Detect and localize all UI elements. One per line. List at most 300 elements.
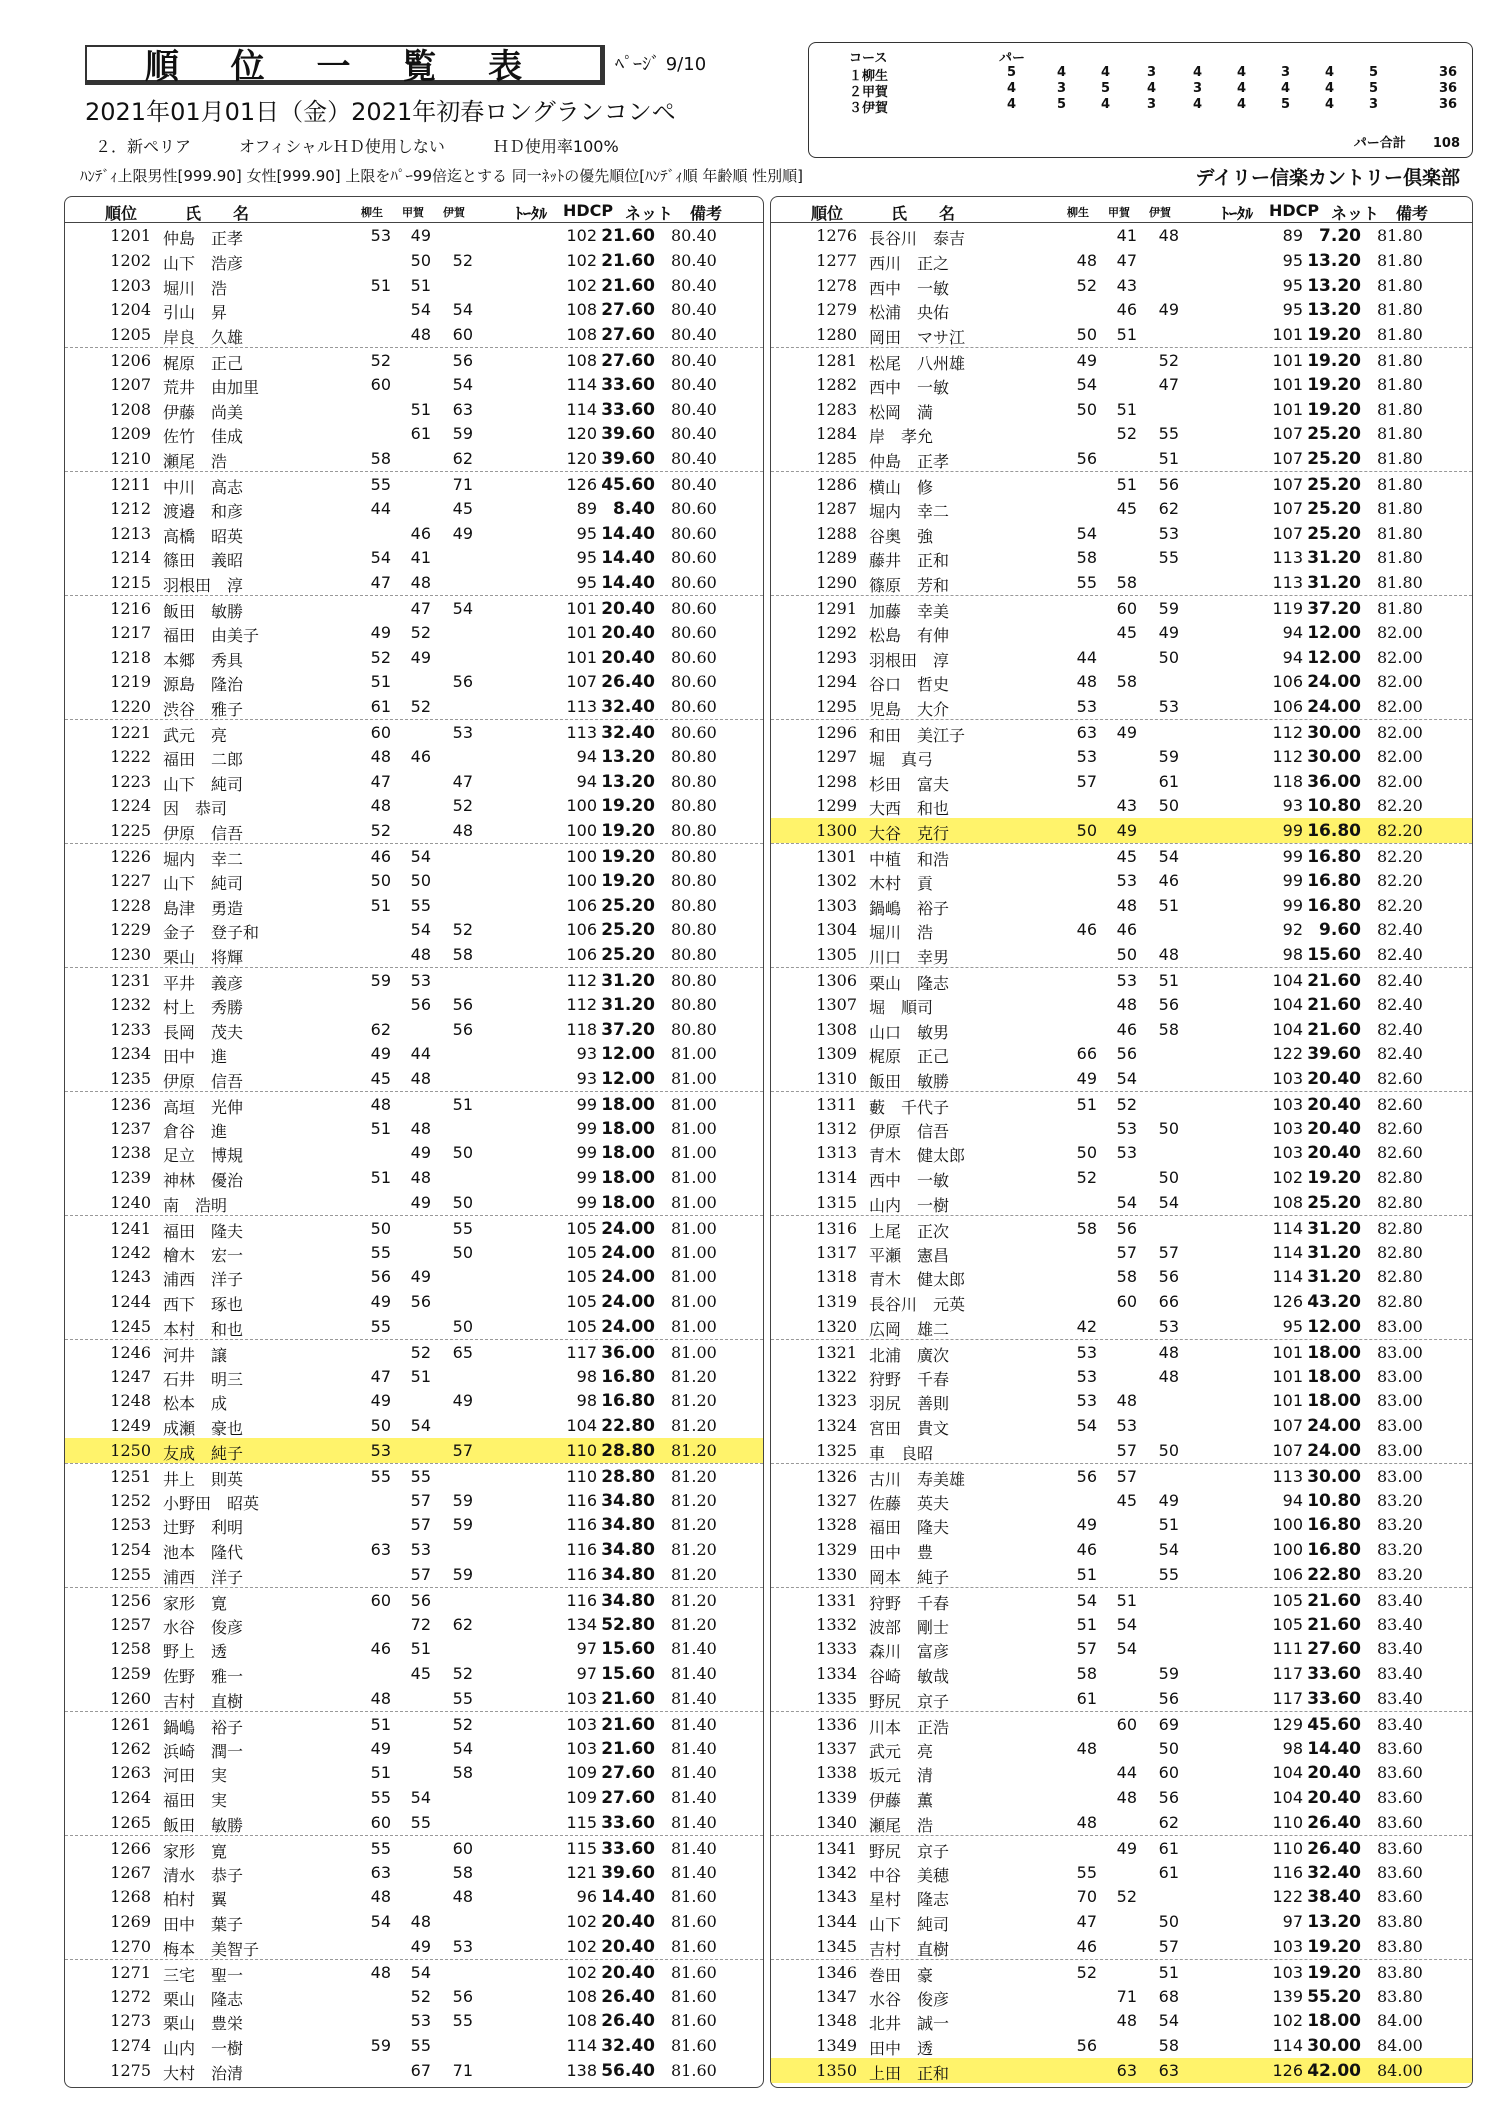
net-cell: 81.40 <box>671 1714 717 1734</box>
net-cell: 83.00 <box>1377 1466 1423 1486</box>
total-cell: 103 <box>1272 1143 1303 1163</box>
hdcp-cell: 16.80 <box>1307 821 1361 842</box>
score-course1: 52 <box>370 647 391 667</box>
total-cell: 114 <box>1272 1242 1303 1262</box>
score-course2: 45 <box>1116 1490 1137 1510</box>
col-course2: 甲賀 <box>1108 206 1130 219</box>
total-cell: 108 <box>566 2011 597 2031</box>
score-course1: 47 <box>1076 1912 1097 1932</box>
score-course2: 50 <box>1116 945 1137 965</box>
hdcp-cell: 19.20 <box>1307 374 1361 395</box>
name-cell: 北井 誠一 <box>869 2014 950 2034</box>
total-cell: 98 <box>1282 945 1303 965</box>
score-course1: 53 <box>370 1441 391 1461</box>
hdcp-cell: 21.60 <box>1307 1590 1361 1611</box>
hole-par: 4 <box>1325 81 1335 96</box>
hdcp-cell: 13.20 <box>601 746 655 767</box>
hdcp-cell: 28.80 <box>601 1441 655 1462</box>
score-course1: 53 <box>1076 1391 1097 1411</box>
hdcp-cell: 19.20 <box>1307 399 1361 420</box>
net-cell: 81.00 <box>671 1143 717 1163</box>
table-row <box>771 1388 1472 1413</box>
total-cell: 93 <box>576 1044 597 1064</box>
total-cell: 99 <box>1282 846 1303 866</box>
score-course2: 58 <box>1116 573 1137 593</box>
score-course2: 57 <box>410 1490 431 1510</box>
hdcp-cell: 21.60 <box>1307 1019 1361 1040</box>
rank-cell: 1239 <box>110 1168 151 1188</box>
name-cell: 神林 優治 <box>163 1171 244 1191</box>
table-row <box>65 1264 763 1289</box>
net-cell: 82.80 <box>1377 1267 1423 1287</box>
rank-cell: 1222 <box>110 746 151 766</box>
total-cell: 113 <box>1272 548 1303 568</box>
net-cell: 80.80 <box>671 821 717 841</box>
score-course3: 49 <box>1158 1490 1179 1510</box>
rank-cell: 1325 <box>816 1441 857 1461</box>
table-row <box>771 1339 1472 1364</box>
table-row <box>771 1760 1472 1785</box>
score-course2: 52 <box>1116 424 1137 444</box>
score-course2: 56 <box>410 1590 431 1610</box>
table-row <box>65 843 763 868</box>
table-row <box>65 273 763 298</box>
net-cell: 82.60 <box>1377 1094 1423 1114</box>
net-cell: 81.80 <box>1377 325 1423 345</box>
total-cell: 107 <box>1272 523 1303 543</box>
rank-cell: 1235 <box>110 1069 151 1089</box>
total-cell: 100 <box>566 821 597 841</box>
hdcp-cell: 20.40 <box>601 1936 655 1957</box>
total-cell: 94 <box>576 746 597 766</box>
table-row <box>771 372 1472 397</box>
table-row <box>65 967 763 992</box>
table-row <box>65 1463 763 1488</box>
table-row <box>771 1364 1472 1389</box>
net-cell: 81.80 <box>1377 573 1423 593</box>
net-cell: 80.40 <box>671 474 717 494</box>
total-cell: 122 <box>1272 1044 1303 1064</box>
total-cell: 101 <box>1272 1342 1303 1362</box>
score-course1: 47 <box>370 1366 391 1386</box>
table-row <box>65 942 763 967</box>
score-course3: 55 <box>1158 1565 1179 1585</box>
hdcp-cell: 21.60 <box>601 1738 655 1759</box>
hdcp-cell: 34.80 <box>601 1590 655 1611</box>
net-cell: 83.20 <box>1377 1490 1423 1510</box>
rank-cell: 1236 <box>110 1094 151 1114</box>
score-course2: 56 <box>1116 1218 1137 1238</box>
score-course1: 58 <box>1076 548 1097 568</box>
total-cell: 96 <box>576 1887 597 1907</box>
hdcp-cell: 13.20 <box>601 771 655 792</box>
rank-cell: 1289 <box>816 548 857 568</box>
score-course3: 54 <box>1158 2011 1179 2031</box>
name-cell: 川口 幸男 <box>869 948 950 968</box>
name-cell: 田中 豊 <box>869 1543 934 1563</box>
score-course1: 57 <box>1076 771 1097 791</box>
name-cell: 栗山 豊栄 <box>163 2014 244 2034</box>
name-cell: 谷奥 強 <box>869 526 934 546</box>
rank-cell: 1319 <box>816 1292 857 1312</box>
score-course3: 52 <box>452 1664 473 1684</box>
score-course3: 51 <box>1158 449 1179 469</box>
score-course2: 52 <box>1116 1094 1137 1114</box>
rank-cell: 1226 <box>110 846 151 866</box>
table-row <box>771 521 1472 546</box>
name-cell: 巻田 豪 <box>869 1965 934 1985</box>
score-course2: 53 <box>1116 870 1137 890</box>
event-title: 2021年01月01日（金）2021年初春ロングランコンペ <box>85 98 676 126</box>
rank-cell: 1317 <box>816 1242 857 1262</box>
hdcp-cell: 18.00 <box>1307 1391 1361 1412</box>
table-row <box>65 1636 763 1661</box>
score-course2: 57 <box>410 1565 431 1585</box>
total-cell: 129 <box>1272 1714 1303 1734</box>
score-course3: 55 <box>452 2011 473 2031</box>
total-cell: 104 <box>566 1416 597 1436</box>
hdcp-cell: 20.40 <box>601 1962 655 1983</box>
total-cell: 113 <box>566 697 597 717</box>
hdcp-cell: 25.20 <box>1307 449 1361 470</box>
rank-cell: 1308 <box>816 1019 857 1039</box>
table-row <box>65 917 763 942</box>
name-cell: 鍋嶋 裕子 <box>163 1717 244 1737</box>
hole-par: 4 <box>1101 65 1111 80</box>
table-row <box>771 1289 1472 1314</box>
net-cell: 80.40 <box>671 374 717 394</box>
rank-cell: 1219 <box>110 672 151 692</box>
name-cell: 野尻 京子 <box>869 1841 950 1861</box>
score-course1: 51 <box>370 275 391 295</box>
hdcp-cell: 19.20 <box>601 796 655 817</box>
net-cell: 81.40 <box>671 1788 717 1808</box>
score-course1: 49 <box>370 1738 391 1758</box>
name-cell: 堀 真弓 <box>869 749 934 769</box>
rank-cell: 1347 <box>816 1986 857 2006</box>
table-row <box>65 1413 763 1438</box>
score-course3: 53 <box>452 722 473 742</box>
name-cell: 上田 正和 <box>869 2063 950 2083</box>
name-cell: 車 良昭 <box>869 1444 934 1464</box>
table-row <box>771 645 1472 670</box>
hdcp-cell: 12.00 <box>1307 1317 1361 1338</box>
table-row <box>771 1835 1472 1860</box>
hdcp-cell: 19.20 <box>1307 1168 1361 1189</box>
name-cell: 武元 亮 <box>163 725 228 745</box>
score-course1: 46 <box>1076 920 1097 940</box>
hdcp-cell: 27.60 <box>601 325 655 346</box>
name-cell: 荒井 由加里 <box>163 377 260 397</box>
name-cell: 栗山 隆志 <box>869 973 950 993</box>
total-cell: 114 <box>566 374 597 394</box>
name-cell: 福田 実 <box>163 1791 228 1811</box>
hdcp-cell: 16.80 <box>1307 870 1361 891</box>
rank-cell: 1243 <box>110 1267 151 1287</box>
hdcp-cell: 31.20 <box>601 994 655 1015</box>
net-cell: 80.60 <box>671 722 717 742</box>
score-course1: 52 <box>370 821 391 841</box>
hdcp-cell: 13.20 <box>1307 250 1361 271</box>
table-row <box>65 521 763 546</box>
total-cell: 121 <box>566 1862 597 1882</box>
hdcp-cell: 43.20 <box>1307 1292 1361 1313</box>
table-row <box>771 1116 1472 1141</box>
name-cell: 池本 隆代 <box>163 1543 244 1563</box>
score-course3: 54 <box>1158 846 1179 866</box>
score-course1: 54 <box>1076 1416 1097 1436</box>
score-course3: 57 <box>1158 1936 1179 1956</box>
table-row <box>65 992 763 1017</box>
total-cell: 100 <box>1272 1515 1303 1535</box>
hdcp-cell: 12.00 <box>1307 647 1361 668</box>
score-course2: 52 <box>1116 1887 1137 1907</box>
name-cell: 吉村 直樹 <box>163 1692 244 1712</box>
total-cell: 115 <box>566 1838 597 1858</box>
total-cell: 97 <box>576 1664 597 1684</box>
table-row <box>771 1438 1472 1463</box>
table-row <box>65 322 763 347</box>
net-cell: 81.20 <box>671 1590 717 1610</box>
col-course3: 伊賀 <box>1149 206 1171 219</box>
hdcp-cell: 38.40 <box>1307 1887 1361 1908</box>
total-cell: 108 <box>566 350 597 370</box>
rank-cell: 1314 <box>816 1168 857 1188</box>
total-cell: 108 <box>566 325 597 345</box>
total-cell: 100 <box>1272 1540 1303 1560</box>
net-cell: 82.20 <box>1377 796 1423 816</box>
rank-cell: 1230 <box>110 945 151 965</box>
total-cell: 107 <box>1272 474 1303 494</box>
table-row <box>65 1240 763 1265</box>
name-cell: 谷崎 敏哉 <box>869 1667 950 1687</box>
net-cell: 83.60 <box>1377 1763 1423 1783</box>
rank-cell: 1270 <box>110 1936 151 1956</box>
hdcp-cell: 45.60 <box>601 474 655 495</box>
table-row <box>771 496 1472 521</box>
rank-cell: 1253 <box>110 1515 151 1535</box>
total-cell: 101 <box>1272 325 1303 345</box>
net-cell: 83.80 <box>1377 1962 1423 1982</box>
name-cell: 佐野 雅一 <box>163 1667 244 1687</box>
name-cell: 松浦 央佑 <box>869 303 950 323</box>
hole-par: 3 <box>1193 81 1203 96</box>
hdcp-cell: 21.60 <box>1307 994 1361 1015</box>
score-course3: 68 <box>1158 1986 1179 2006</box>
score-course1: 60 <box>370 1813 391 1832</box>
score-course2: 60 <box>1116 1292 1137 1312</box>
total-cell: 94 <box>1282 622 1303 642</box>
score-course1: 60 <box>370 1590 391 1610</box>
name-cell: 福田 由美子 <box>163 625 260 645</box>
name-cell: 篠田 義昭 <box>163 551 244 571</box>
total-cell: 98 <box>576 1366 597 1386</box>
total-cell: 94 <box>576 771 597 791</box>
score-course2: 72 <box>410 1614 431 1634</box>
table-row <box>771 669 1472 694</box>
rank-cell: 1316 <box>816 1218 857 1238</box>
score-course3: 49 <box>452 523 473 543</box>
rank-cell: 1276 <box>816 226 857 245</box>
table-row <box>771 893 1472 918</box>
table-row <box>771 992 1472 1017</box>
table-row <box>65 372 763 397</box>
net-cell: 81.00 <box>671 1044 717 1064</box>
score-course1: 46 <box>370 846 391 866</box>
net-cell: 81.20 <box>671 1540 717 1560</box>
net-cell: 82.40 <box>1377 970 1423 990</box>
score-course3: 59 <box>452 1565 473 1585</box>
rank-cell: 1310 <box>816 1069 857 1089</box>
hdcp-cell: 21.60 <box>601 226 655 246</box>
title-text: 順 位 一 覧 表 <box>144 47 543 87</box>
table-row <box>65 1984 763 2009</box>
net-cell: 81.00 <box>671 1267 717 1287</box>
total-cell: 108 <box>566 1986 597 2006</box>
rank-cell: 1255 <box>110 1565 151 1585</box>
total-cell: 107 <box>1272 498 1303 518</box>
net-cell: 81.60 <box>671 1962 717 1982</box>
name-cell: 杉田 富夫 <box>869 774 950 794</box>
net-cell: 81.80 <box>1377 350 1423 370</box>
hdcp-cell: 24.00 <box>1307 697 1361 718</box>
table-row <box>771 1562 1472 1587</box>
name-cell: 藪 千代子 <box>869 1097 950 1117</box>
table-row <box>65 545 763 570</box>
name-cell: 因 恭司 <box>163 799 228 819</box>
name-cell: 仲島 正孝 <box>869 452 950 472</box>
table-row <box>65 1537 763 1562</box>
score-course1: 63 <box>370 1540 391 1560</box>
col-course1: 柳生 <box>1067 206 1089 219</box>
net-cell: 80.60 <box>671 573 717 593</box>
score-course3: 50 <box>452 1143 473 1163</box>
rank-cell: 1285 <box>816 449 857 469</box>
name-cell: 狩野 千春 <box>869 1369 950 1389</box>
name-cell: 山下 純司 <box>163 774 244 794</box>
rank-cell: 1284 <box>816 424 857 444</box>
table-row <box>771 967 1472 992</box>
rank-cell: 1250 <box>110 1441 151 1461</box>
total-cell: 112 <box>1272 722 1303 742</box>
table-row <box>65 1959 763 1984</box>
score-course1: 48 <box>1076 250 1097 270</box>
table-row <box>65 223 763 248</box>
net-cell: 81.00 <box>671 1242 717 1262</box>
rank-cell: 1336 <box>816 1714 857 1734</box>
table-row <box>65 1736 763 1761</box>
score-course1: 51 <box>1076 1565 1097 1585</box>
net-cell: 81.20 <box>671 1441 717 1461</box>
score-course1: 50 <box>370 1416 391 1436</box>
rank-cell: 1294 <box>816 672 857 692</box>
hdcp-cell: 30.00 <box>1307 2036 1361 2057</box>
score-course3: 48 <box>1158 1366 1179 1386</box>
net-cell: 83.00 <box>1377 1342 1423 1362</box>
score-course2: 53 <box>1116 970 1137 990</box>
rank-cell: 1223 <box>110 771 151 791</box>
score-course3: 62 <box>1158 1813 1179 1832</box>
name-cell: 高橋 昭英 <box>163 526 244 546</box>
net-cell: 81.00 <box>671 1292 717 1312</box>
total-cell: 113 <box>1272 1466 1303 1486</box>
total-cell: 97 <box>1282 1912 1303 1932</box>
rank-cell: 1238 <box>110 1143 151 1163</box>
net-cell: 84.00 <box>1377 2036 1423 2056</box>
score-course2: 52 <box>410 1342 431 1362</box>
score-course3: 61 <box>1158 771 1179 791</box>
hdcp-cell: 22.80 <box>1307 1565 1361 1586</box>
table-row <box>771 719 1472 744</box>
score-course2: 48 <box>410 1069 431 1089</box>
total-cell: 100 <box>566 796 597 816</box>
hdcp-cell: 39.60 <box>601 449 655 470</box>
score-course2: 49 <box>410 1143 431 1163</box>
total-cell: 95 <box>1282 250 1303 270</box>
total-cell: 110 <box>566 1441 597 1461</box>
hdcp-cell: 24.00 <box>1307 672 1361 693</box>
net-cell: 83.40 <box>1377 1714 1423 1734</box>
name-cell: 本村 和也 <box>163 1320 244 1340</box>
total-cell: 95 <box>576 573 597 593</box>
rank-cell: 1345 <box>816 1936 857 1956</box>
score-course2: 49 <box>1116 821 1137 841</box>
column-header <box>771 197 1472 223</box>
score-course1: 57 <box>1076 1639 1097 1659</box>
net-cell: 80.80 <box>671 945 717 965</box>
hole-par: 3 <box>1281 65 1291 80</box>
table-row <box>771 421 1472 446</box>
name-cell: 岸 孝允 <box>869 427 934 447</box>
total-cell: 107 <box>1272 449 1303 469</box>
net-cell: 81.40 <box>671 1838 717 1858</box>
hdcp-cell: 18.00 <box>1307 2011 1361 2032</box>
rank-cell: 1220 <box>110 697 151 717</box>
score-course1: 56 <box>1076 1466 1097 1486</box>
name-cell: 河田 実 <box>163 1766 228 1786</box>
rank-cell: 1332 <box>816 1614 857 1634</box>
net-cell: 81.80 <box>1377 374 1423 394</box>
score-course2: 61 <box>410 424 431 444</box>
hdcp-cell: 52.80 <box>601 1614 655 1635</box>
table-row <box>65 1587 763 1612</box>
name-cell: 瀬尾 浩 <box>163 452 228 472</box>
course-par-row <box>809 65 1472 84</box>
total-cell: 117 <box>1272 1664 1303 1684</box>
name-cell: 柏村 翼 <box>163 1890 228 1910</box>
hdcp-cell: 39.60 <box>601 424 655 445</box>
total-cell: 99 <box>576 1143 597 1163</box>
hdcp-cell: 18.00 <box>601 1118 655 1139</box>
col-rank: 順位 <box>811 204 844 223</box>
hdcp-cell: 30.00 <box>1307 746 1361 767</box>
name-cell: 中植 和浩 <box>869 849 950 869</box>
name-cell: 羽尻 善則 <box>869 1394 950 1414</box>
rank-cell: 1338 <box>816 1763 857 1783</box>
hdcp-cell: 21.60 <box>1307 1614 1361 1635</box>
table-row <box>771 1091 1472 1116</box>
net-cell: 80.40 <box>671 350 717 370</box>
hole-par: 5 <box>1281 97 1291 112</box>
table-row <box>771 223 1472 248</box>
score-course3: 50 <box>1158 1118 1179 1138</box>
name-cell: 梶原 正己 <box>163 353 244 373</box>
hdcp-cell: 26.40 <box>601 1986 655 2007</box>
score-course1: 47 <box>370 573 391 593</box>
total-cell: 112 <box>566 970 597 990</box>
table-row <box>65 1686 763 1711</box>
score-course2: 48 <box>410 1912 431 1932</box>
